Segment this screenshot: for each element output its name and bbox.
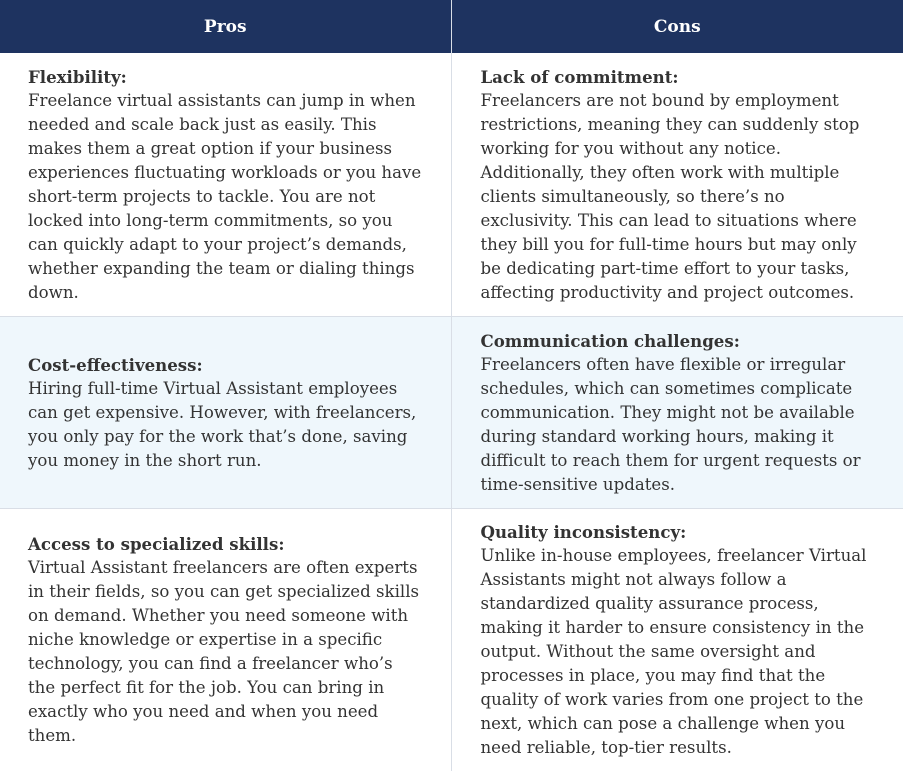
con-cell [451, 317, 903, 509]
table-row [0, 509, 903, 771]
con-cell [451, 509, 903, 771]
pro-body: Hiring full-time Virtual Assistant employees can get expensive. However, with freelancers, you only pay for the work that’s done, saving you money in the short run. [28, 377, 425, 473]
pro-cell [0, 317, 451, 509]
con-title: Quality inconsistency: [481, 520, 880, 544]
pro-cell [0, 53, 451, 317]
con-body: Unlike in-house employees, freelancer Virtual Assistants might not always follow a standardized quality assurance process, making it harder to ensure consistency in the output. Without the same oversight and processes in place, you may find that the quality of work varies from one project to the next, which can pose a challenge when you need reliable, top-tier results. [481, 544, 880, 760]
con-cell [451, 53, 903, 317]
table-row [0, 53, 903, 317]
pro-cell [0, 509, 451, 771]
con-body: Freelancers are not bound by employment restrictions, meaning they can suddenly stop working for you without any notice. Additionally, they often work with multiple clients simultaneously, so there’s no exclusivity. This can lead to situations where they bill you for full-time hours but may only be dedicating part-time effort to your tasks, affecting productivity and project outcomes. [481, 89, 880, 305]
pro-title: Cost-effectiveness: [28, 353, 425, 377]
header-row [0, 0, 903, 53]
con-title: Lack of commitment: [481, 65, 880, 89]
pro-title: Flexibility: [28, 65, 425, 89]
pro-body: Virtual Assistant freelancers are often experts in their fields, so you can get specialized skills on demand. Whether you need someone with niche knowledge or expertise in a specific technology, you can find a freelancer who’s the perfect fit for the job. You can bring in exactly who you need and when you need them. [28, 556, 425, 748]
table-row [0, 317, 903, 509]
pros-header: Pros [0, 0, 451, 53]
cons-header: Cons [451, 0, 903, 53]
pro-title: Access to specialized skills: [28, 532, 425, 556]
pro-body: Freelance virtual assistants can jump in when needed and scale back just as easily. This makes them a great option if your business experiences fluctuating workloads or you have short-term projects to tackle. You are not locked into long-term commitments, so you can quickly adapt to your project’s demands, whether expanding the team or dialing things down. [28, 89, 425, 305]
con-title: Communication challenges: [481, 329, 880, 353]
con-body: Freelancers often have flexible or irregular schedules, which can sometimes complicate communication. They might not be available during standard working hours, making it difficult to reach them for urgent requests or time-sensitive updates. [481, 353, 880, 497]
